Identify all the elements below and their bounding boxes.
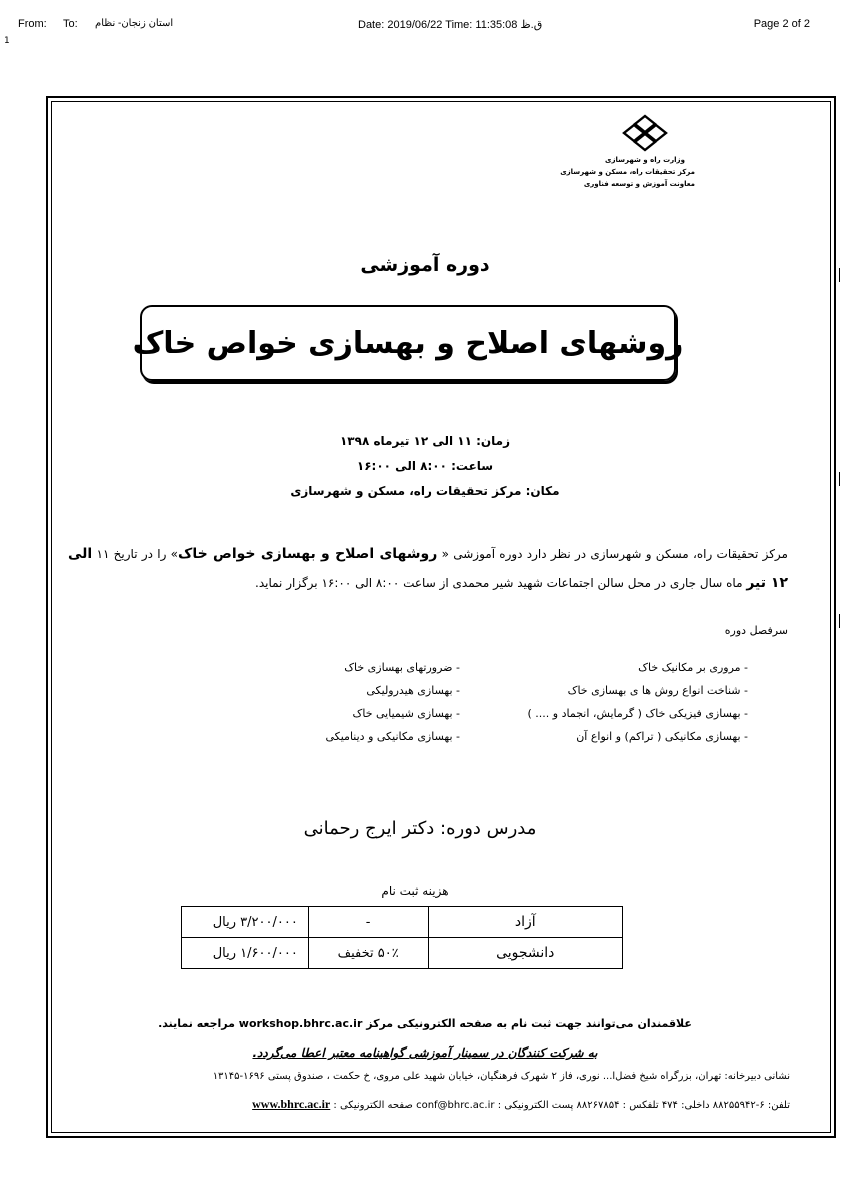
edge-tick bbox=[839, 614, 840, 628]
certificate-note: به شرکت کنندگان در سمینار آموزشی گواهینامه معتبر اعطا می‌گردد. bbox=[252, 1046, 598, 1060]
announcement-intro: مرکز تحقیقات راه، مسکن و شهرسازی در نظر دارد دوره آموزشی « bbox=[441, 547, 788, 561]
fax-from-label: From: bbox=[18, 18, 47, 30]
fax-to-label: To: bbox=[63, 18, 78, 30]
syllabus-item: - بهسازی مکانیکی و دینامیکی bbox=[325, 730, 460, 743]
syllabus-right-column bbox=[500, 656, 748, 748]
syllabus-item: - بهسازی هیدرولیکی bbox=[366, 684, 460, 697]
contact-details: تلفن: ۶-۸۸۲۵۵۹۴۲ داخلی: ۴۷۴ تلفکس : ۸۸۲۶۷۸۵۴ پست الکترونیکی : conf@bhrc.ac.ir صفحه الکترونیکی : bbox=[330, 1100, 790, 1111]
secretariat-address: نشانی دبیرخانه: تهران، بزرگراه شیخ فضل‌ا... نوری، فاز ۲ شهرک فرهنگیان، خیابان شهید علی مروی، خ حکمت ، صندوق پستی ۱۶۹۶-۱۳۱۴۵ bbox=[212, 1071, 790, 1082]
syllabus-left-column bbox=[270, 656, 460, 748]
syllabus-item: - بهسازی شیمیایی خاک bbox=[352, 707, 460, 720]
document-frame bbox=[46, 96, 836, 1138]
fax-sender: استان زنجان- نظام bbox=[95, 18, 174, 29]
fee-discount: ۵۰٪ تخفیف bbox=[308, 938, 428, 969]
course-hour: ساعت: ۸:۰۰ الی ۱۶:۰۰ bbox=[356, 459, 494, 473]
table-row bbox=[182, 907, 623, 938]
course-label: دوره آموزشی bbox=[360, 254, 490, 276]
edge-tick bbox=[839, 268, 840, 282]
logo-ministry: وزارت راه و شهرسازی bbox=[605, 156, 685, 164]
course-title-box bbox=[132, 305, 684, 381]
announcement-dates: الی ۱۲ تیر bbox=[68, 546, 788, 591]
website-link[interactable]: www.bhrc.ac.ir bbox=[252, 1097, 331, 1111]
syllabus-item: - شناخت انواع روش ها ی بهسازی خاک bbox=[567, 684, 748, 697]
logo-department: معاونت آموزش و توسعه فناوری bbox=[583, 180, 695, 188]
syllabus-title: سرفصل دوره bbox=[724, 624, 788, 637]
announcement-date-start: » را در تاریخ ۱۱ bbox=[96, 547, 178, 561]
bhrc-logo-icon bbox=[622, 114, 668, 154]
fax-page-number: Page 2 of 2 bbox=[753, 18, 810, 30]
course-time: زمان: ۱۱ الی ۱۲ تیرماه ۱۳۹۸ bbox=[339, 434, 511, 448]
syllabus-item: - مروری بر مکانیک خاک bbox=[638, 661, 748, 674]
organization-logo bbox=[560, 114, 695, 190]
announcement-rest: ماه سال جاری در محل سالن اجتماعات شهید شیر محمدی از ساعت ۸:۰۰ الی ۱۶:۰۰ برگزار نماید. bbox=[255, 576, 743, 590]
fee-type: آزاد bbox=[428, 907, 623, 938]
course-title: روشهای اصلاح و بهسازی خواص خاک bbox=[132, 325, 684, 361]
fax-header bbox=[0, 18, 848, 38]
syllabus-item: - بهسازی فیزیکی خاک ( گرمایش، انجماد و .... ) bbox=[527, 707, 748, 720]
registration-note: علاقمندان می‌توانند جهت ثبت نام به صفحه الکترونیکی مرکز workshop.bhrc.ac.ir مراجعه نمایند. bbox=[158, 1017, 692, 1030]
announcement-course-name: روشهای اصلاح و بهسازی خواص خاک bbox=[177, 546, 438, 562]
fee-price: ۱/۶۰۰/۰۰۰ ریال bbox=[182, 938, 309, 969]
announcement-paragraph bbox=[68, 540, 788, 598]
fax-datetime: Date: 2019/06/22 Time: 11:35:08 ق.ظ bbox=[358, 19, 543, 31]
fax-margin-mark: 1 bbox=[4, 36, 10, 46]
edge-tick bbox=[839, 472, 840, 486]
fee-table bbox=[181, 906, 623, 969]
syllabus-item: - ضرورتهای بهسازی خاک bbox=[344, 661, 460, 674]
course-place: مکان: مرکز تحقیقات راه، مسکن و شهرسازی bbox=[290, 484, 560, 498]
instructor: مدرس دوره: دکتر ایرج رحمانی bbox=[303, 818, 537, 839]
fee-type: دانشجویی bbox=[428, 938, 623, 969]
logo-center: مرکز تحقیقات راه، مسکن و شهرسازی bbox=[560, 168, 695, 176]
fee-title: هزینه ثبت نام bbox=[381, 884, 449, 898]
fee-discount: - bbox=[308, 907, 428, 938]
syllabus-item: - بهسازی مکانیکی ( تراکم) و انواع آن bbox=[576, 730, 748, 743]
contact-line bbox=[60, 1097, 790, 1112]
table-row bbox=[182, 938, 623, 969]
fee-price: ۳/۲۰۰/۰۰۰ ریال bbox=[182, 907, 309, 938]
